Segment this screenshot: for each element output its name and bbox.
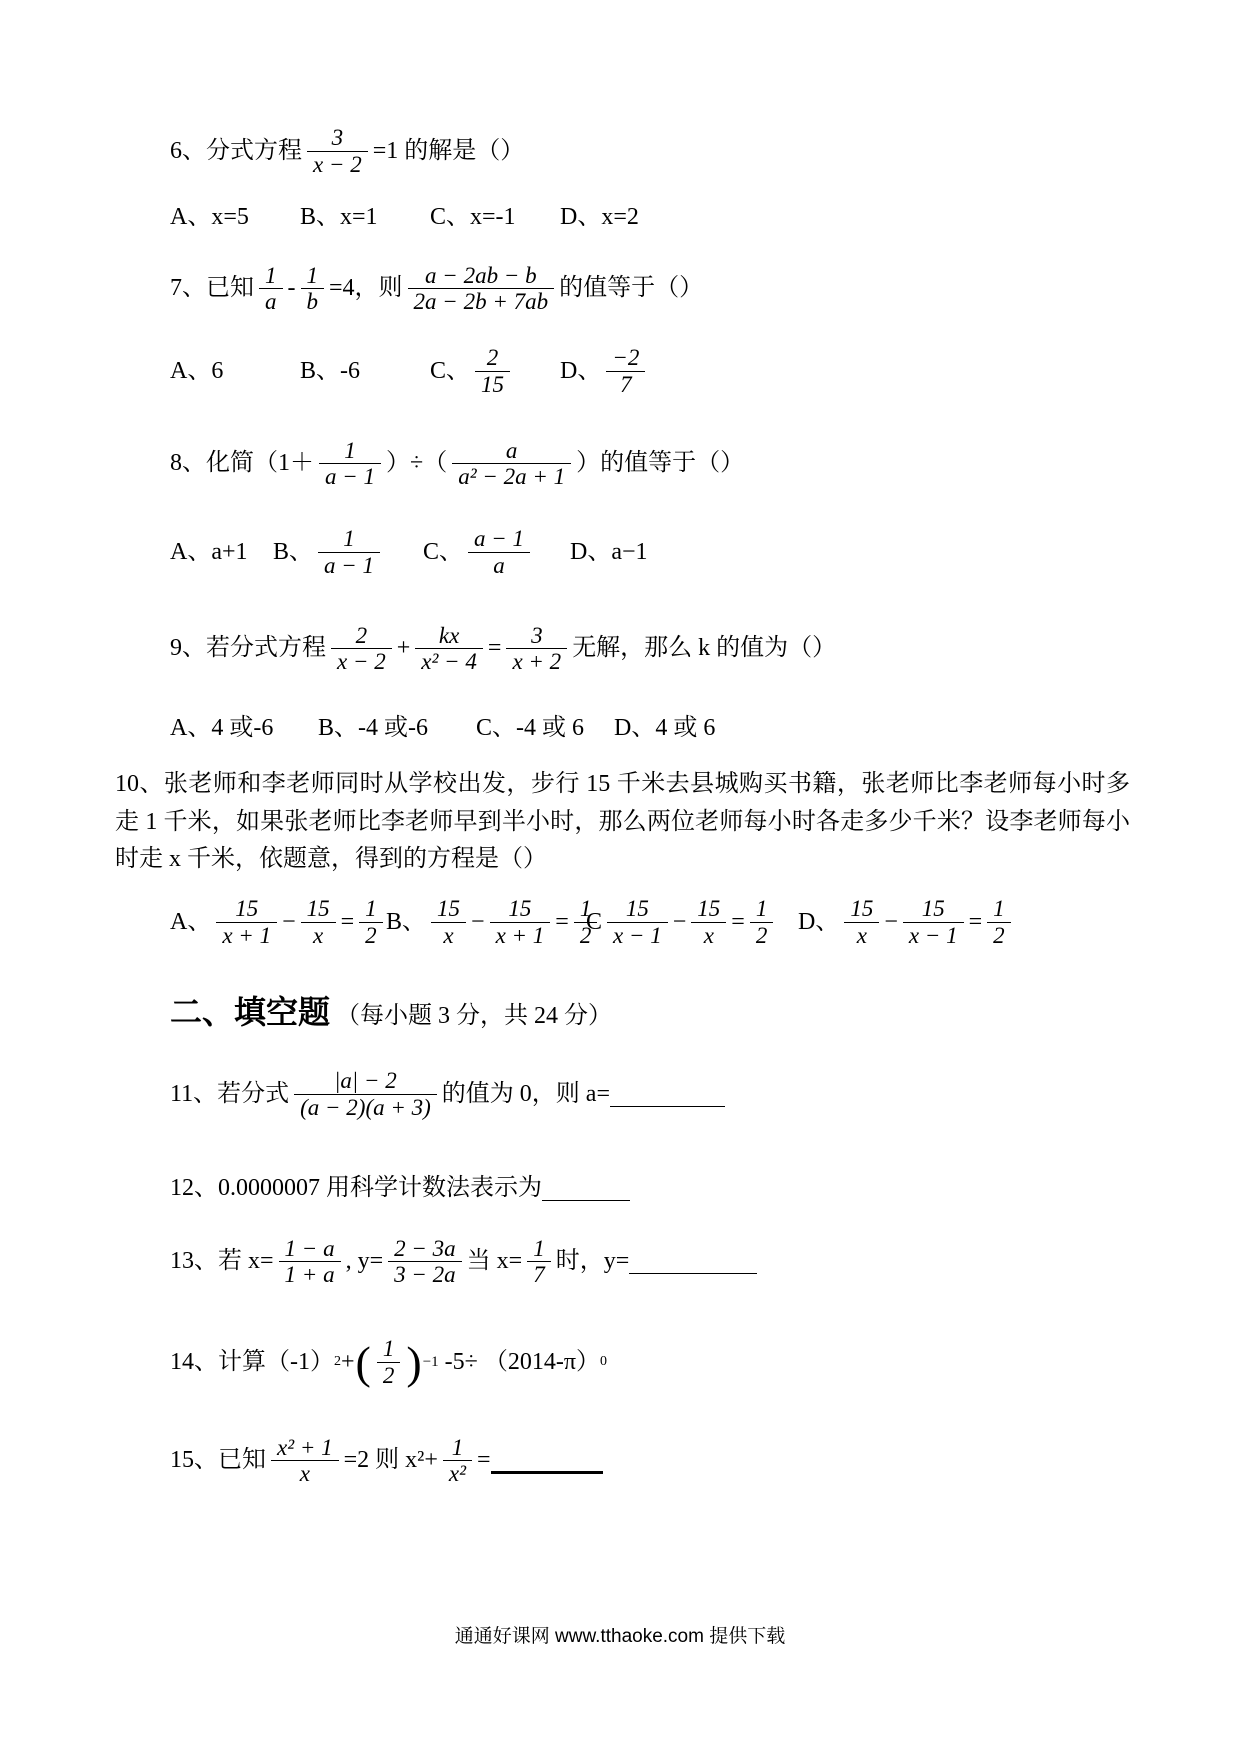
q15-text-prefix: 15、已知 [170, 1447, 266, 1474]
fraction-numerator: 15 [697, 895, 721, 921]
question-7-options [170, 345, 1130, 398]
q9-option-d: D、4 或 6 [614, 715, 716, 742]
q9-text-prefix: 9、若分式方程 [170, 635, 326, 662]
fraction-numerator: 1 [755, 895, 768, 921]
option-fraction [475, 345, 510, 398]
q6-fraction [307, 125, 368, 178]
fraction-denominator: 2 [574, 922, 598, 949]
fraction-denominator: 2a − 2b + 7ab [408, 288, 555, 315]
q7-option-c [430, 345, 560, 398]
option-fraction [903, 896, 964, 949]
question-8 [170, 438, 1130, 491]
q6-text-prefix: 6、分式方程 [170, 137, 302, 164]
q9-fraction-1 [331, 623, 392, 676]
q10-text: 10、张老师和李老师同时从学校出发，步行 15 千米去县城购买书籍，张老师比李老师每小时多走 1 千米，如果张老师比李老师早到半小时，那么两位老师每小时各走多少千米？设李老师每小时走 x 千米，依题意，得到的方程是（） [115, 771, 1130, 872]
fraction-denominator: x − 1 [903, 922, 964, 949]
q7-option-b: B、-6 [300, 357, 360, 384]
question-12 [170, 1173, 1130, 1204]
option-fraction [844, 896, 879, 949]
question-6-options [170, 202, 1130, 233]
q8-fraction-1 [319, 438, 381, 491]
fraction-numerator: 15 [921, 895, 945, 921]
q8-text-prefix: 8、化简（1＋ [170, 450, 314, 477]
q13-fraction-3 [527, 1236, 551, 1289]
q13-answer-blank [629, 1249, 757, 1274]
fraction-denominator: 2 [750, 922, 774, 949]
option-label: C、 [430, 357, 471, 384]
minus-sign: − [884, 908, 898, 935]
q7-option-d [560, 345, 690, 398]
minus-sign: − [471, 908, 485, 935]
option-fraction [468, 526, 530, 579]
fraction-denominator: 3 − 2a [388, 1261, 462, 1288]
q8-option-a: A、a+1 [170, 538, 248, 565]
question-8-options [170, 526, 1130, 579]
q9-option-b: B、-4 或-6 [318, 715, 428, 742]
q8-option-d: D、a−1 [570, 538, 648, 565]
option-label: C、 [423, 538, 464, 565]
q15-equals-sign: = [477, 1447, 491, 1474]
q11-text-suffix: 的值为 0，则 a= [441, 1080, 610, 1107]
fraction-numerator: −2 [612, 345, 640, 371]
q6-option-c: C、x=-1 [430, 203, 516, 230]
fraction-numerator: a − 1 [474, 526, 525, 552]
q8-option-b [273, 526, 423, 579]
option-label: D、 [798, 908, 840, 935]
fraction-numerator: 15 [625, 895, 649, 921]
q7-text-mid: =4，则 [329, 275, 403, 302]
right-parenthesis: ) [406, 1336, 422, 1388]
q15-answer-blank [491, 1447, 603, 1474]
fraction-numerator: 1 [993, 895, 1005, 921]
fraction-numerator: 1 [343, 526, 355, 552]
question-7 [170, 263, 1130, 316]
q11-answer-blank [610, 1082, 725, 1107]
fraction-numerator: 15 [850, 895, 874, 921]
q6-text-suffix: =1 的解是（） [372, 137, 525, 164]
question-14 [170, 1336, 1130, 1389]
fraction-denominator: a − 1 [319, 463, 381, 490]
fraction-numerator: 1 [306, 262, 318, 288]
fraction-numerator: 3 [331, 125, 344, 150]
q13-text-mid2: 当 x= [466, 1248, 523, 1275]
q11-text-prefix: 11、若分式 [170, 1080, 290, 1107]
fraction-denominator: x [691, 922, 726, 949]
fraction-numerator: 1 − a [284, 1235, 335, 1261]
q8-text-mid: ）÷（ [386, 450, 448, 477]
fraction-denominator: 1 + a [279, 1261, 341, 1288]
equals-sign: = [968, 908, 983, 935]
q6-option-d: D、x=2 [560, 203, 639, 230]
question-6 [170, 125, 1130, 178]
q8-option-c [423, 526, 570, 579]
q14-exponent-neg1: −1 [422, 1353, 439, 1370]
q10-option-b [386, 895, 592, 949]
q14-text-mid: -5÷ （2014-π） [438, 1348, 600, 1375]
q13-text-suffix: 时，y= [555, 1248, 630, 1275]
fraction-numerator: 1 [344, 437, 356, 463]
fraction-denominator: x² [443, 1460, 472, 1487]
fraction-numerator: 1 [579, 895, 592, 921]
fraction-denominator: b [301, 288, 325, 315]
q10-option-c [586, 896, 798, 949]
fraction-numerator: kx [438, 622, 460, 648]
fraction-denominator: x [431, 922, 466, 949]
question-9-options [170, 713, 1130, 744]
fraction-numerator: 15 [437, 895, 461, 921]
q7-text-suffix: 的值等于（） [559, 275, 704, 302]
q9-fraction-2 [415, 623, 483, 676]
q10-option-d [798, 896, 1016, 949]
fraction-denominator: 2 [359, 922, 383, 949]
fraction-denominator: x [301, 922, 336, 949]
question-15 [170, 1435, 1130, 1488]
fraction-denominator: (a − 2)(a + 3) [294, 1094, 437, 1121]
option-fraction [301, 896, 336, 949]
fraction-denominator: 7 [527, 1261, 551, 1288]
q13-text-prefix: 13、若 x= [170, 1248, 274, 1275]
q9-option-c: C、-4 或 6 [476, 715, 584, 742]
fraction-numerator: 1 [451, 1434, 464, 1460]
option-fraction [431, 896, 466, 949]
q7-fraction-1 [259, 263, 283, 316]
fraction-denominator: x − 2 [331, 648, 392, 675]
fraction-numerator: a − 2ab − b [425, 262, 537, 288]
q9-fraction-3 [506, 623, 567, 676]
fraction-denominator: x − 1 [607, 922, 668, 949]
q15-fraction-1 [271, 1435, 339, 1488]
q9-plus-sign: + [396, 635, 411, 662]
equals-sign: = [340, 908, 355, 935]
q9-text-suffix: 无解，那么 k 的值为（） [572, 635, 837, 662]
section-subtitle: （每小题 3 分，共 24 分） [336, 1003, 613, 1030]
fraction-denominator: x + 2 [506, 648, 567, 675]
fraction-numerator: 1 [265, 262, 277, 288]
fraction-denominator: x [844, 922, 879, 949]
option-fraction [987, 896, 1011, 949]
option-fraction [691, 896, 726, 949]
option-label: A、 [170, 908, 212, 935]
q7-minus-sign: - [287, 275, 296, 302]
q13-text-mid: , y= [345, 1248, 384, 1275]
fraction-numerator: 15 [306, 895, 330, 921]
option-fraction [490, 896, 551, 949]
fraction-numerator: |a| − 2 [334, 1068, 397, 1094]
q6-option-a: A、x=5 [170, 203, 249, 230]
question-11 [170, 1068, 1130, 1121]
fraction-numerator: 1 [382, 1336, 395, 1362]
q7-fraction-2 [301, 263, 325, 316]
option-fraction [607, 896, 668, 949]
fraction-denominator: a − 1 [318, 552, 380, 579]
fraction-numerator: a [505, 437, 518, 463]
minus-sign: − [672, 908, 687, 935]
left-parenthesis: ( [355, 1336, 371, 1388]
fraction-denominator: x² − 4 [415, 648, 483, 675]
option-fraction [216, 896, 277, 949]
option-fraction [318, 526, 380, 579]
q14-exponent-0: 0 [599, 1354, 607, 1370]
q14-plus-sign: + [341, 1348, 355, 1375]
fraction-denominator: 7 [606, 371, 645, 398]
q10-option-a [170, 896, 386, 949]
q7-option-a: A、6 [170, 357, 224, 384]
q14-fraction [377, 1336, 401, 1389]
minus-sign: − [282, 908, 296, 935]
fraction-denominator: a [468, 552, 530, 579]
q12-answer-blank [542, 1176, 630, 1201]
fraction-denominator: a² − 2a + 1 [452, 463, 571, 490]
option-fraction [750, 896, 774, 949]
fraction-denominator: x + 1 [216, 922, 277, 949]
fraction-numerator: 1 [365, 895, 377, 921]
q15-text-mid: =2 则 x²+ [343, 1447, 438, 1474]
footer-text: 通通好课网 www.tthaoke.com 提供下载 [454, 1626, 786, 1647]
equals-sign: = [731, 908, 745, 935]
question-9 [170, 623, 1130, 676]
q15-fraction-2 [443, 1435, 472, 1488]
fraction-numerator: 2 [355, 622, 368, 648]
q6-option-b: B、x=1 [300, 203, 378, 230]
q14-text-prefix: 14、计算（-1） [170, 1348, 334, 1375]
fraction-numerator: x² + 1 [277, 1434, 333, 1460]
q8-fraction-2 [452, 438, 571, 491]
fraction-denominator: 15 [475, 371, 510, 398]
option-label: B、 [386, 908, 427, 935]
fraction-denominator: a [259, 288, 283, 315]
fraction-numerator: 15 [235, 895, 259, 921]
question-10-options [170, 896, 1130, 949]
fraction-denominator: 2 [987, 922, 1011, 949]
option-label: D、 [560, 357, 602, 384]
fraction-numerator: 2 [486, 345, 499, 371]
q7-fraction-3 [408, 263, 555, 316]
q9-option-a: A、4 或-6 [170, 715, 274, 742]
fraction-numerator: 2 − 3a [394, 1235, 456, 1261]
option-fraction [359, 896, 383, 949]
q12-text: 12、0.0000007 用科学计数法表示为 [170, 1174, 542, 1201]
q11-fraction [294, 1068, 437, 1121]
q14-exponent-2: 2 [334, 1354, 341, 1370]
option-label: B、 [273, 538, 314, 565]
option-label: C [586, 908, 603, 935]
question-10 [115, 766, 1130, 878]
q7-text-prefix: 7、已知 [170, 275, 254, 302]
equals-sign: = [555, 908, 569, 935]
fraction-denominator: x [271, 1460, 339, 1487]
q13-fraction-1 [279, 1236, 341, 1289]
q9-equals-sign: = [487, 635, 502, 662]
fraction-denominator: x − 2 [307, 151, 368, 178]
option-fraction [606, 345, 645, 398]
fraction-denominator: 2 [377, 1362, 401, 1389]
fraction-numerator: 15 [508, 895, 532, 921]
fraction-numerator: 1 [533, 1235, 545, 1261]
footer-watermark [0, 1625, 1240, 1650]
q8-text-suffix: ）的值等于（） [576, 450, 745, 477]
section-title: 二、填空题 [170, 994, 331, 1031]
section-2-header [170, 992, 1130, 1034]
question-13 [170, 1236, 1130, 1289]
fraction-numerator: 3 [531, 622, 543, 648]
fraction-denominator: x + 1 [490, 922, 551, 949]
q13-fraction-2 [388, 1236, 462, 1289]
